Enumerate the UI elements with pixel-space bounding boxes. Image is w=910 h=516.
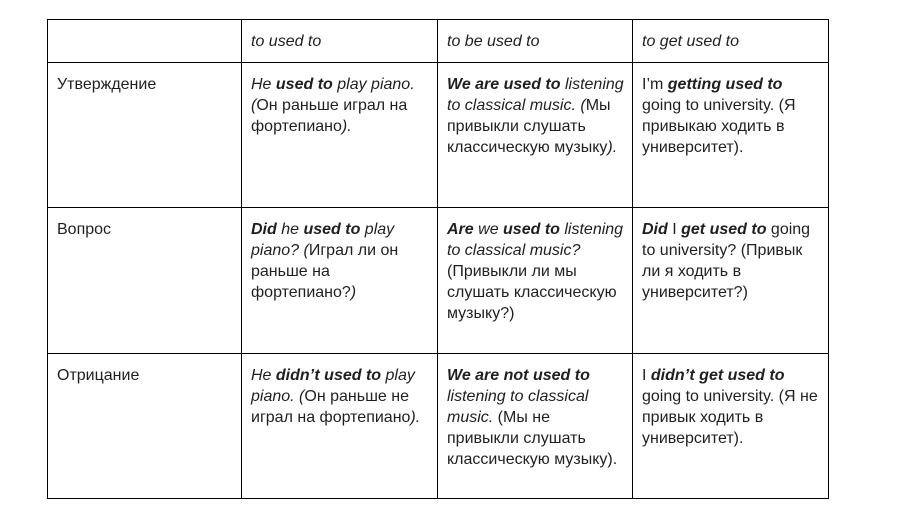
cell-text: we — [473, 221, 504, 238]
header-to-be-used-to: to be used to — [438, 20, 633, 63]
cell-text: Он раньше играл на фортепиано — [251, 97, 408, 135]
row-label-negative: Отрицание — [48, 354, 242, 499]
emphasis-text: Are — [447, 221, 474, 238]
cell-text: Играл ли он раньше на фортепиано? — [251, 242, 399, 301]
emphasis-text: didn’t used to — [275, 367, 382, 384]
emphasis-text: We are not used to — [447, 367, 590, 384]
row-label-affirmative: Утверждение — [48, 63, 242, 208]
header-to-used-to: to used to — [242, 20, 438, 63]
cell-question-used-to — [242, 208, 438, 354]
emphasis-text: used to — [303, 221, 361, 238]
cell-text: he — [276, 221, 304, 238]
cell-text: Мы привыкли слушать классическую музыку — [447, 97, 611, 156]
header-empty-cell — [48, 20, 242, 63]
cell-text: listening to classical music? — [447, 221, 624, 259]
emphasis-text: Did — [251, 221, 277, 238]
cell-text: play piano. ( — [251, 367, 415, 405]
emphasis-text: getting used to — [667, 76, 783, 93]
cell-negative-get-used-to — [633, 354, 829, 499]
cell-text: ) — [350, 284, 357, 301]
cell-text: ). — [410, 409, 421, 426]
header-to-get-used-to: to get used to — [633, 20, 829, 63]
cell-text: I — [667, 221, 682, 238]
emphasis-text: Did — [642, 221, 668, 238]
table-row-affirmative — [48, 63, 829, 208]
table-header-row — [48, 20, 829, 63]
cell-text: going to university? (Привык ли я ходить в университет?) — [642, 221, 811, 301]
emphasis-text: didn’t get used to — [650, 367, 785, 384]
cell-question-be-used-to — [438, 208, 633, 354]
cell-text: I’m — [642, 76, 668, 93]
row-label-question: Вопрос — [48, 208, 242, 354]
table-row-negative — [48, 354, 829, 499]
cell-text: He — [251, 76, 276, 93]
grammar-table-container — [47, 19, 829, 499]
cell-affirmative-used-to — [242, 63, 438, 208]
cell-text: play piano. ( — [251, 76, 415, 114]
cell-text: (Привыкли ли мы слушать классическую музыку?) — [447, 263, 617, 322]
cell-negative-be-used-to — [438, 354, 633, 499]
cell-question-get-used-to — [633, 208, 829, 354]
cell-text: listening to classical music. ( — [447, 76, 624, 114]
grammar-table — [47, 19, 829, 499]
cell-text: ). — [341, 118, 352, 135]
cell-text: ). — [607, 139, 618, 156]
cell-text: going to university. (Я не привык ходить в университет). — [642, 388, 818, 447]
cell-negative-used-to — [242, 354, 438, 499]
cell-text: listening to classical music. — [447, 388, 589, 426]
emphasis-text: We are used to — [447, 76, 561, 93]
emphasis-text: used to — [503, 221, 560, 238]
cell-affirmative-be-used-to — [438, 63, 633, 208]
cell-text: I — [642, 367, 651, 384]
cell-text: (Мы не привыкли слушать классическую музыку). — [447, 409, 618, 468]
cell-text: Он раньше не играл на фортепиано — [251, 388, 411, 426]
cell-text: He — [251, 367, 276, 384]
cell-affirmative-get-used-to — [633, 63, 829, 208]
emphasis-text: used to — [275, 76, 333, 93]
cell-text: going to university. (Я привыкаю ходить в университет). — [642, 97, 796, 156]
cell-text: play piano? ( — [251, 221, 395, 259]
table-row-question — [48, 208, 829, 354]
emphasis-text: get used to — [681, 221, 767, 238]
